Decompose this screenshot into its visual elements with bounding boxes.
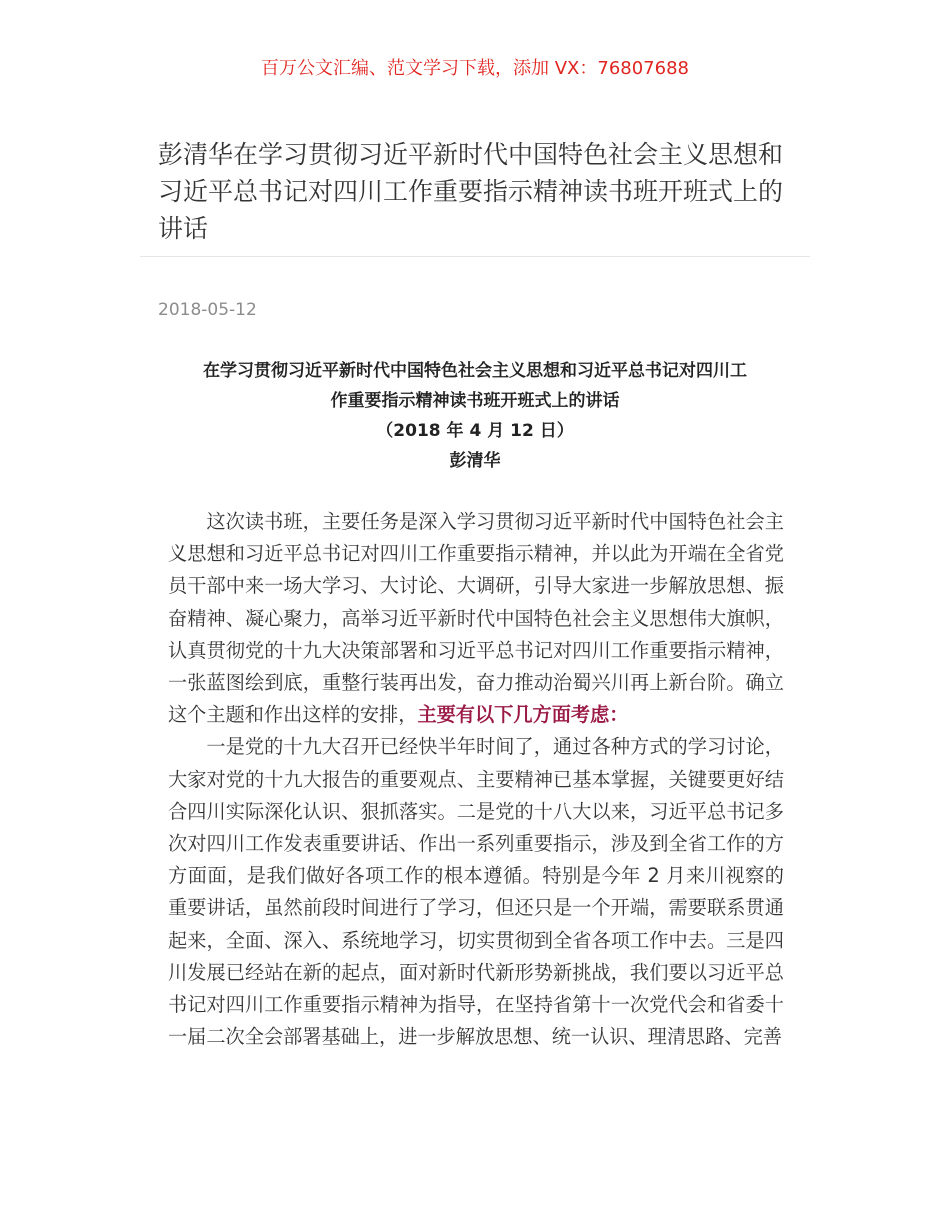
article-body — [168, 506, 784, 1053]
title-divider — [140, 256, 810, 257]
speech-speaker: 彭清华 — [449, 451, 501, 471]
paragraph-2: 一是党的十九大召开已经快半年时间了，通过各种方式的学习讨论，大家对党的十九大报告的重要观点、主要精神已基本掌握，关键要更好结合四川实际深化认识、狠抓落实。二是党的十八大以来，习近平总书记多次对四川工作发表重要讲话、作出一系列重要指示，涉及到全省工作的方方面面，是我们做好各项工作的根本遵循。特别是今年 2 月来川视察的重要讲话，虽然前段时间进行了学习，但还只是一个开端，需要联系贯通起来，全面、深入、系统地学习，切实贯彻到全省各项工作中去。三是四川发展已经站在新的起点，面对新时代新形势新挑战，我们要以习近平总书记对四川工作重要指示精神为指导，在坚持省第十一次党代会和省委十一届二次全会部署基础上，进一步解放思想、统一认识、理清思路、完善 — [168, 735, 784, 1049]
speech-heading-line-1: 在学习贯彻习近平新时代中国特色社会主义思想和习近平总书记对四川工 — [203, 361, 747, 381]
article-title: 彭清华在学习贯彻习近平新时代中国特色社会主义思想和习近平总书记对四川工作重要指示精神读书班开班式上的讲话 — [158, 140, 784, 243]
promo-banner: 百万公文汇编、范文学习下载，添加 VX：76807688 — [261, 58, 689, 79]
paragraph-1-text: 这次读书班，主要任务是深入学习贯彻习近平新时代中国特色社会主义思想和习近平总书记对四川工作重要指示精神，并以此为开端在全省党员干部中来一场大学习、大讨论、大调研，引导大家进一步解放思想、振奋精神、凝心聚力，高举习近平新时代中国特色社会主义思想伟大旗帜，认真贯彻党的十九大决策部署和习近平总书记对四川工作重要指示精神，一张蓝图绘到底，重整行装再出发，奋力推动治蜀兴川再上新台阶。确立这个主题和作出这样的安排， — [168, 510, 784, 727]
paragraph-1-highlight: 主要有以下几方面考虑： — [417, 703, 629, 727]
speech-heading-line-2: 作重要指示精神读书班开班式上的讲话 — [330, 391, 620, 411]
speech-heading — [160, 356, 790, 476]
speech-date: （2018 年 4 月 12 日） — [376, 421, 574, 441]
publish-date: 2018-05-12 — [158, 300, 257, 320]
paragraph-1 — [168, 506, 784, 731]
